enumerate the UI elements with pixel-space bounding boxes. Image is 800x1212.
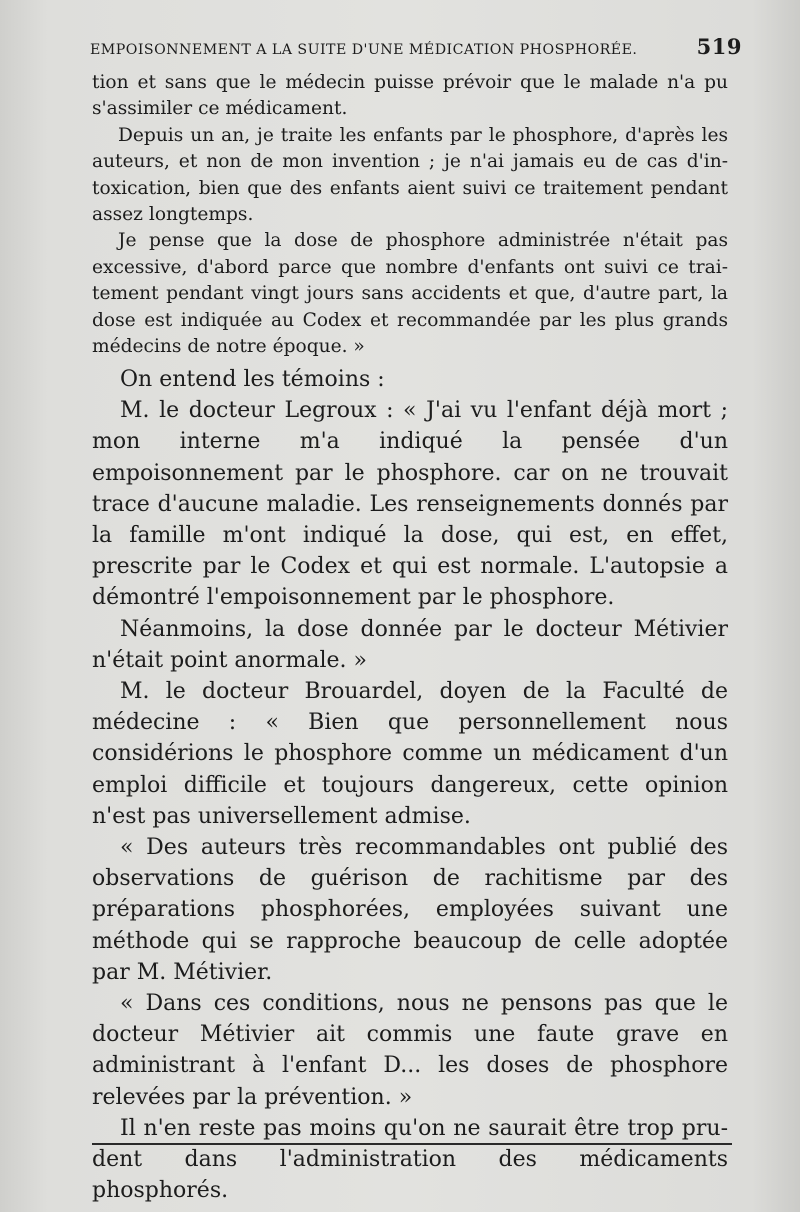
paragraph-witnesses: On entend les témoins : xyxy=(120,367,385,392)
paragraph-legroux: M. le docteur Legroux : « J'ai vu l'enfant déjà mort ; mon interne m'a indiqué la pensée d'un empoisonnement par le phosphore. car on ne trouvait trace d'aucune maladie. Les renseignements donnés par la famille m'ont indiqué la dose, qui est, en effet, prescrite par le Codex et qui est normale. L'autopsie a démontré l'empoisonnement par le phosphore. xyxy=(92,398,728,611)
page-number: 519 xyxy=(696,34,742,59)
large-text-block xyxy=(92,364,728,1206)
paragraph-phosphore-treatment: Depuis un an, je traite les enfants par le phosphore, d'après les auteurs, et non de mon invention ; je n'ai jamais eu de cas d'intoxication, bien que des enfants aient suivi ce traitement pendant assez longtemps. xyxy=(92,124,728,226)
running-title: EMPOISONNEMENT A LA SUITE D'UNE MÉDICATION PHOSPHORÉE. xyxy=(90,42,638,58)
running-head xyxy=(90,34,742,64)
paragraph-continuation: tion et sans que le médecin puisse prévoir que le malade n'a pu s'assimiler ce médicament. xyxy=(92,72,728,120)
paragraph-conditions: « Dans ces conditions, nous ne pensons pas que le docteur Métivier ait commis une faute grave en administrant à l'enfant D... les doses de phosphore relevées par la prévention. » xyxy=(92,991,728,1110)
paragraph-dose-normal: Néanmoins, la dose donnée par le docteur Métivier n'était point anormale. » xyxy=(92,616,728,673)
paragraph-conclusion: Il n'en reste pas moins qu'on ne saurait être trop prudent dans l'administration des médicaments phosphorés. xyxy=(92,1115,728,1204)
paragraph-brouardel: M. le docteur Brouardel, doyen de la Faculté de médecine : « Bien que personnellement nous considérions le phosphore comme un médicament d'un emploi difficile et toujours dangereux, cette opinion n'est pas universellement admise. xyxy=(92,679,728,829)
small-text-block xyxy=(92,70,728,360)
paragraph-dose-not-excessive: Je pense que la dose de phosphore administrée n'était pas excessive, d'abord parce que nombre d'enfants ont suivi ce traitement pendant vingt jours sans accidents et que, d'autre part, la dose est indiquée au Codex et recommandée par les plus grands médecins de notre époque. » xyxy=(92,230,728,358)
footnote-rule xyxy=(92,1143,732,1145)
paragraph-authors: « Des auteurs très recommandables ont publié des observations de guérison de rachitisme par des préparations phosphorées, employées suivant une méthode qui se rapproche beaucoup de celle adoptée par M. Métivier. xyxy=(92,835,728,985)
